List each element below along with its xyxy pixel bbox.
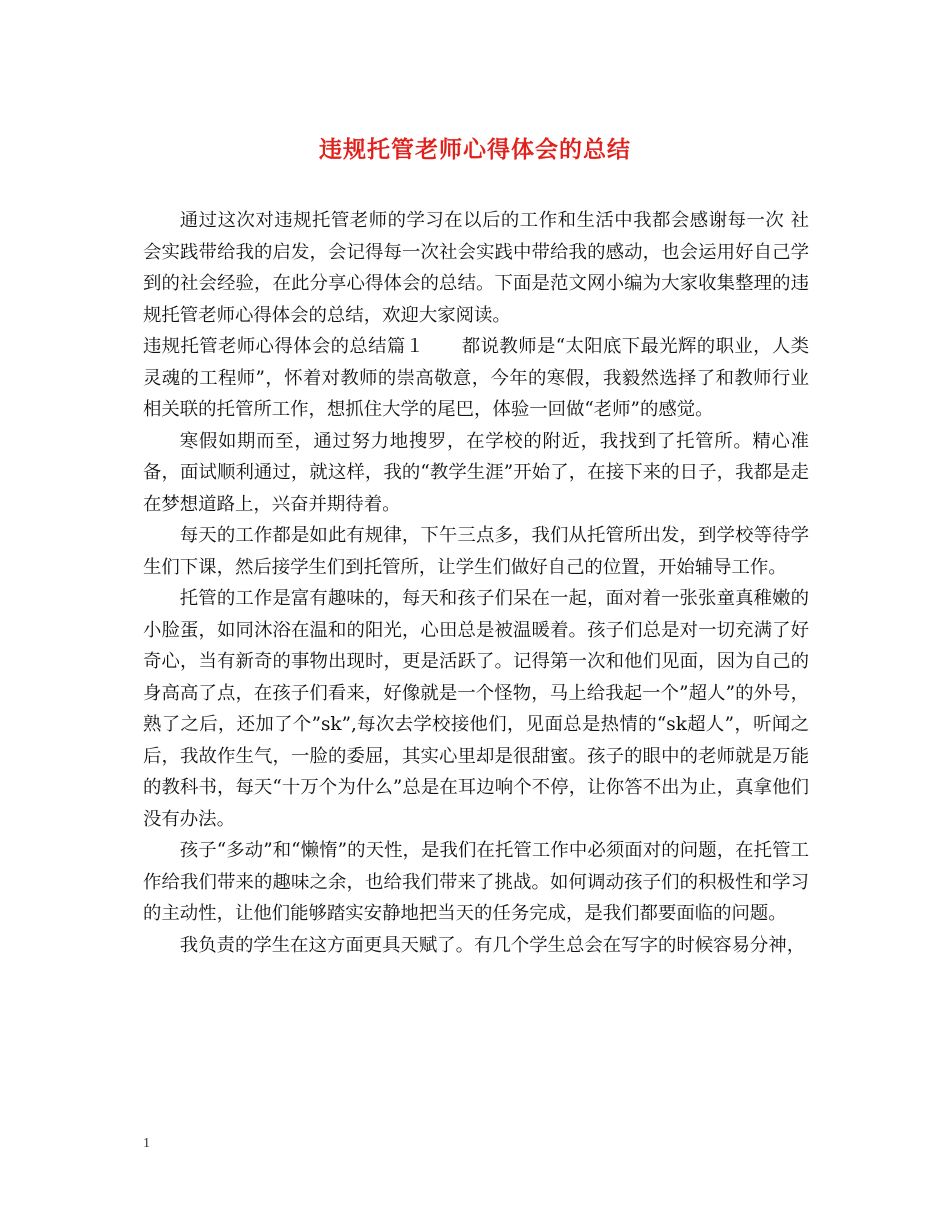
- body-paragraph: 托管的工作是富有趣味的，每天和孩子们呆在一起，面对着一张张童真稚嫩的小脸蛋，如同沐浴在温和的阳光，心田总是被温暖着。孩子们总是对一切充满了好奇心，当有新奇的事物出现时，更是活跃了。记得第一次和他们见面，因为自己的身高高了点，在孩子们看来，好像就是一个怪物，马上给我起一个”超人”的外号，熟了之后，还加了个”sk”,每次去学校接他们，见面总是热情的“sk超人”，听闻之后，我故作生气，一脸的委屈，其实心里却是很甜蜜。孩子的眼中的老师就是万能的教科书，每天“十万个为什么”总是在耳边响个不停，让你答不出为止，真拿他们没有办法。: [143, 588, 809, 830]
- body-paragraph: 每天的工作都是如此有规律，下午三点多，我们从托管所出发，到学校等待学生们下课，然后接学生们到托管所，让学生们做好自己的位置，开始辅导工作。: [143, 525, 809, 578]
- body-paragraph: 寒假如期而至，通过努力地搜罗，在学校的附近，我找到了托管所。精心准备，面试顺利通过，就这样，我的“教学生涯”开始了，在接下来的日子，我都是走在梦想道路上，兴奋并期待着。: [143, 430, 809, 515]
- body-paragraph: 孩子“多动”和“懒惰”的天性，是我们在托管工作中必须面对的问题，在托管工作给我们带来的趣味之余，也给我们带来了挑战。如何调动孩子们的积极性和学习的主动性，让他们能够踏实安静地把当天的任务完成，是我们都要面临的问题。: [143, 840, 809, 924]
- body-paragraph: 我负责的学生在这方面更具天赋了。有几个学生总会在写字的时候容易分神，: [179, 934, 806, 956]
- page-number: 1: [143, 1136, 150, 1151]
- document-title: 违规托管老师心得体会的总结: [319, 136, 631, 163]
- document-body: [143, 205, 809, 961]
- article-heading-paragraph: 违规托管老师心得体会的总结篇１ 都说教师是“太阳底下最光辉的职业，人类灵魂的工程师”，怀着对教师的崇高敬意，今年的寒假，我毅然选择了和教师行业相关联的托管所工作，想抓住大学的尾巴，体验一回做“老师”的感觉。: [143, 336, 809, 420]
- intro-paragraph: 通过这次对违规托管老师的学习在以后的工作和生活中我都会感谢每一次 社会实践带给我的启发，会记得每一次社会实践中带给我的感动，也会运用好自己学到的社会经验，在此分享心得体会的总结。下面是范文网小编为大家收集整理的违规托管老师心得体会的总结，欢迎大家阅读。: [143, 210, 809, 326]
